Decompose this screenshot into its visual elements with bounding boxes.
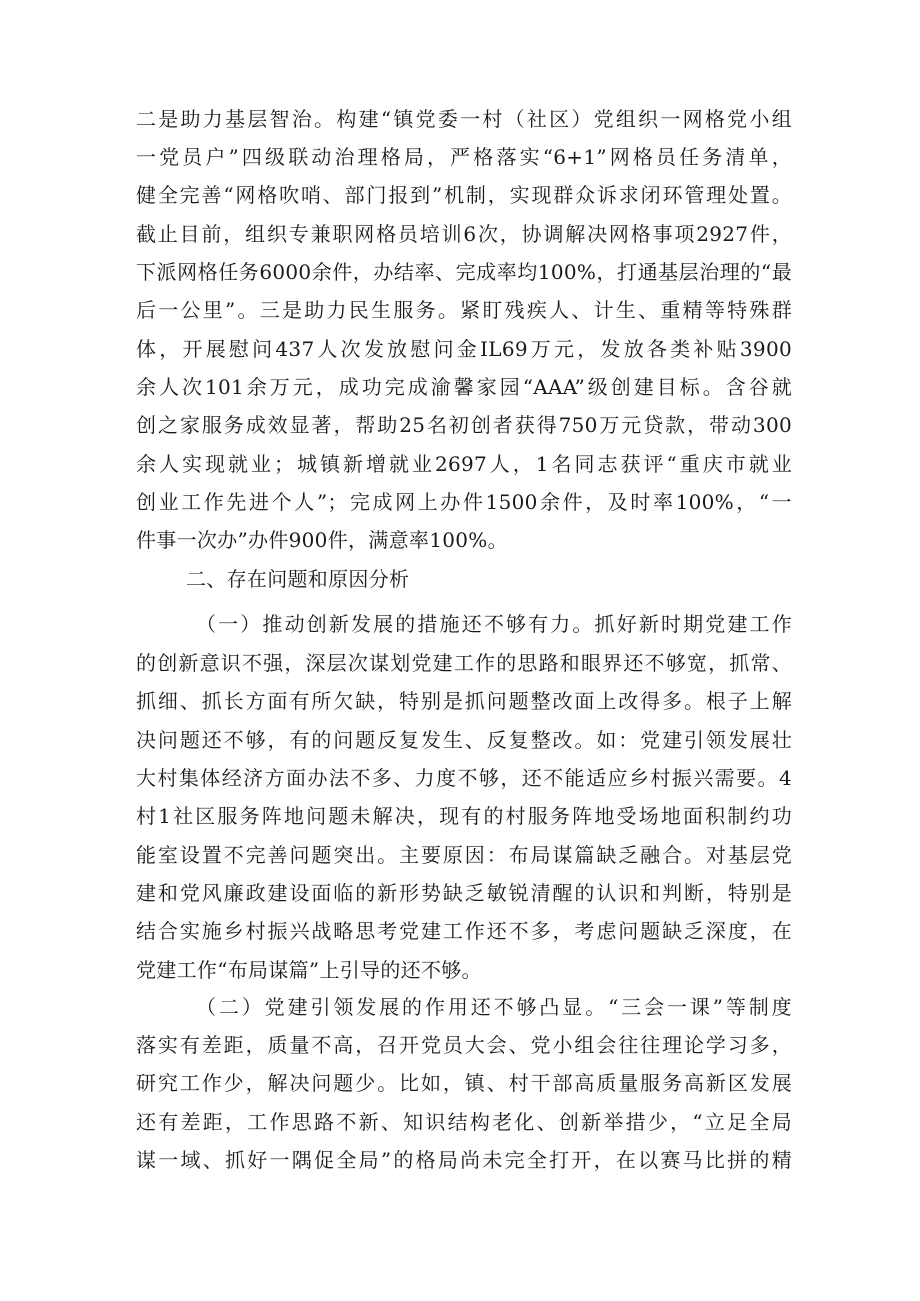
paragraph-1-line: 件事一次办”办件900件，满意率100%。 [136,528,508,552]
paragraph-1-line: 余人实现就业；城镇新增就业2697人，1名同志获评“重庆市就业 [136,452,792,476]
paragraph-1-line: 二是助力基层智治。构建“镇党委一村（社区）党组织一网格党小组 [136,107,792,131]
paragraph-3-line: 研究工作少，解决问题少。比如，镇、村干部高质量服务高新区发展 [136,1071,792,1095]
paragraph-2-line: 大村集体经济方面办法不多、力度不够，还不能适应乡村振兴需要。4 [136,766,792,790]
paragraph-1-line: 一党员户”四级联动治理格局，严格落实“6+1”网格员任务清单， [136,145,792,169]
paragraph-2-line: 抓细、抓长方面有所欠缺，特别是抓问题整改面上改得多。根子上解 [136,689,792,713]
paragraph-2-line: 村1社区服务阵地问题未解决，现有的村服务阵地受场地面积制约功 [136,804,792,828]
paragraph-3-line: （二）党建引领发展的作用还不够凸显。“三会一课”等制度 [196,995,792,1019]
paragraph-1-line: 创之家服务成效显著，帮助25名初创者获得750万元贷款，带动300 [136,413,792,437]
paragraph-2-line: 党建工作“布局谋篇”上引导的还不够。 [136,958,482,982]
paragraph-1-line: 健全完善“网格吹哨、部门报到”机制，实现群众诉求闭环管理处置。 [136,183,792,207]
paragraph-2-line: 的创新意识不强，深层次谋划党建工作的思路和眼界还不够宽，抓常、 [136,651,792,675]
paragraph-2-line: （一）推动创新发展的措施还不够有力。抓好新时期党建工作 [196,612,792,636]
paragraph-1-line: 余人次101余万元，成功完成渝馨家园“AAA”级创建目标。含谷就 [136,375,792,399]
paragraph-1-line: 下派网格任务6000余件，办结率、完成率均100%，打通基层治理的“最 [136,260,792,284]
paragraph-1-line: 体，开展慰问437人次发放慰问金IL69万元，发放各类补贴3900 [136,337,792,361]
section-heading: 二、存在问题和原因分析 [186,567,410,591]
paragraph-3-line: 落实有差距，质量不高，召开党员大会、党小组会往往理论学习多， [136,1033,792,1057]
paragraph-3-line: 谋一域、抓好一隅促全局”的格局尚未完全打开，在以赛马比拼的精 [136,1148,792,1172]
paragraph-1-line: 截止目前，组织专兼职网格员培训6次，协调解决网格事项2927件， [136,222,792,246]
paragraph-2-line: 结合实施乡村振兴战略思考党建工作还不多，考虑问题缺乏深度，在 [136,919,792,943]
paragraph-2-line: 决问题还不够，有的问题反复发生、反复整改。如：党建引领发展壮 [136,728,792,752]
paragraph-3-line: 还有差距，工作思路不新、知识结构老化、创新举措少，“立足全局 [136,1110,792,1134]
paragraph-1-line: 创业工作先进个人”；完成网上办件1500余件，及时率100%，“一 [136,490,792,514]
paragraph-2-line: 建和党风廉政建设面临的新形势缺乏敏锐清醒的认识和判断，特别是 [136,881,792,905]
paragraph-1-line: 后一公里”。三是助力民生服务。紧盯残疾人、计生、重精等特殊群 [136,298,792,322]
paragraph-2-line: 能室设置不完善问题突出。主要原因：布局谋篇缺乏融合。对基层党 [136,843,792,867]
